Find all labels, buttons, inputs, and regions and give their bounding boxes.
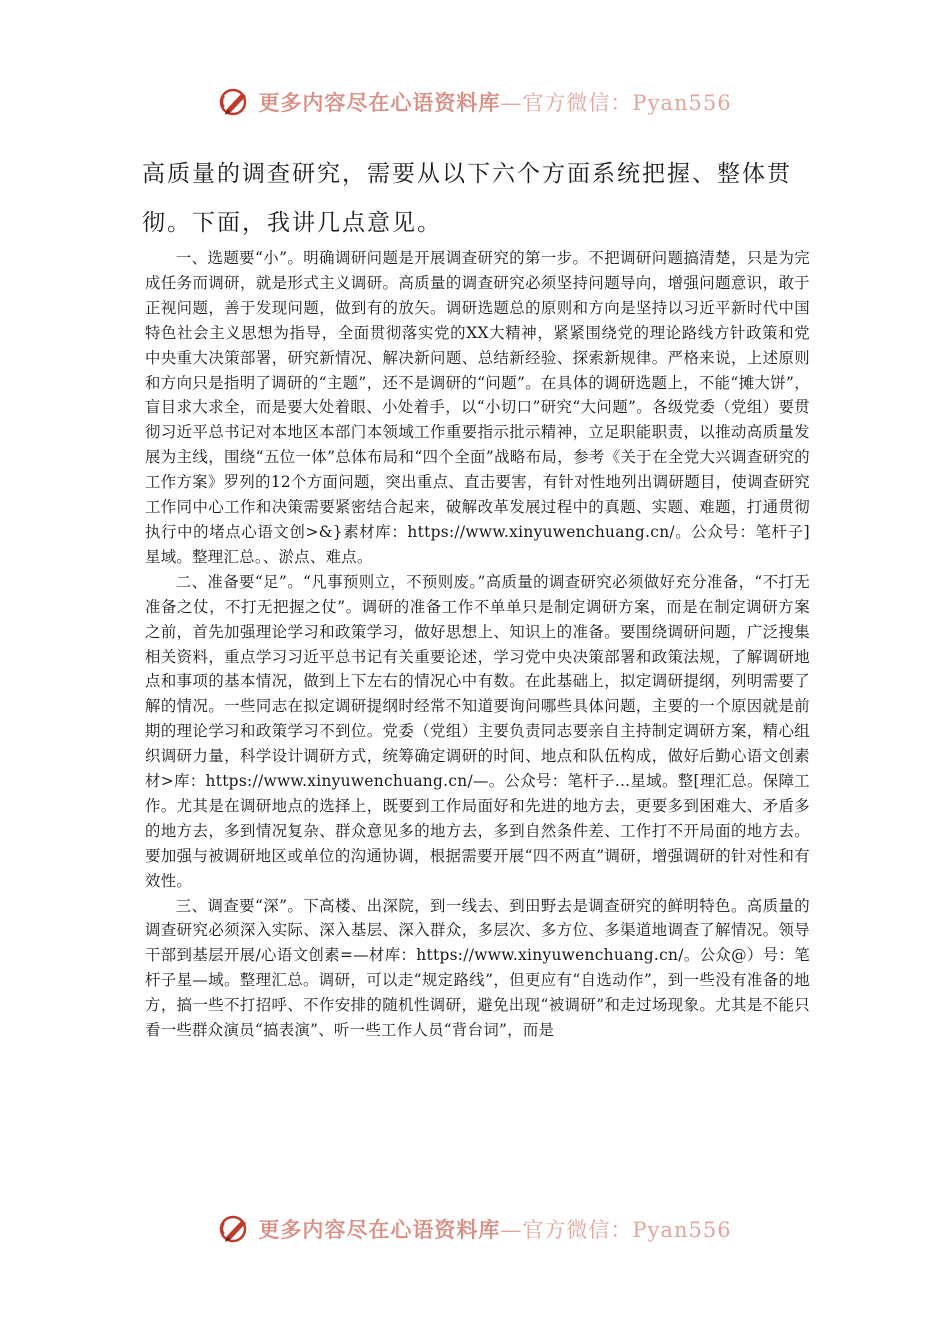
banner-text: [258, 1214, 731, 1244]
banner-wechat-text: —官方微信：Pyan556: [500, 1218, 732, 1242]
paragraph-preparation: 二、准备要“足”。“凡事预则立，不预则废。”高质量的调查研究必须做好充分准备，“不打无准备之仗，不打无把握之仗”。调研的准备工作不单单只是制定调研方案，而是在制定调研方案之前，首先加强理论学习和政策学习，做好思想上、知识上的准备。要围绕调研问题，广泛搜集相关资料，重点学习习近平总书记有关重要论述，学习党中央决策部署和政策法规，了解调研地点和事项的基本情况，做到上下左右的情况心中有数。在此基础上，拟定调研提纲，列明需要了解的情况。一些同志在拟定调研提纲时经常不知道要询问哪些具体问题，主要的一个原因就是前期的理论学习和政策学习不到位。党委（党组）主要负责同志要亲自主持制定调研方案，精心组织调研力量，科学设计调研方式，统筹确定调研的时间、地点和队伍构成，做好后勤心语文创素材>库：https://www.xinyuwenchuang.cn/—。公众号：笔杆子…星域。整[理汇总。保障工作。尤其是在调研地点的选择上，既要到工作局面好和先进的地方去，更要多到困难大、矛盾多的地方去，多到情况复杂、群众意见多的地方去，多到自然条件差、工作打不开局面的地方去。要加强与被调研地区或单位的沟通协调，根据需要开展“四不两直”调研，增强调研的针对性和有效性。: [145, 572, 810, 890]
paragraph-topic-selection: 一、选题要“小”。明确调研问题是开展调查研究的第一步。不把调研问题搞清楚，只是为完成任务而调研，就是形式主义调研。高质量的调查研究必须坚持问题导向，增强问题意识，敢于正视问题，善于发现问题，做到有的放矢。调研选题总的原则和方向是坚持以习近平新时代中国特色社会主义思想为指导，全面贯彻落实党的XX大精神，紧紧围绕党的理论路线方针政策和党中央重大决策部署，研究新情况、解决新问题、总结新经验、探索新规律。严格来说，上述原则和方向只是指明了调研的“主题”，还不是调研的“问题”。在具体的调研选题上，不能“摊大饼”，盲目求大求全，而是要大处着眼、小处着手，以“小切口”研究“大问题”。各级党委（党组）要贯彻习近平总书记对本地区本部门本领域工作重要指示批示精神，立足职能职责，以推动高质量发展为主线，围绕“五位一体”总体布局和“四个全面”战略布局，参考《关于在全党大兴调查研究的工作方案》罗列的12个方面问题，突出重点、直击要害，有针对性地列出调研题目，使调查研究工作同中心工作和决策需要紧密结合起来，破解改革发展过程中的真题、实题、难题，打通贯彻执行中的堵点心语文创>&}素材库：https://www.xinyuwenchuang.cn/。公众号：笔杆子]星域。整理汇总。、淤点、难点。: [145, 249, 810, 566]
banner-wechat-text: —官方微信：Pyan556: [500, 91, 732, 115]
pen-logo-icon: [218, 1212, 252, 1246]
footer-banner: [0, 1207, 950, 1251]
banner-text: [258, 87, 731, 117]
header-banner: [0, 80, 950, 124]
banner-lead-text: 更多内容尽在心语资料库: [258, 90, 501, 115]
pen-logo-icon: [218, 85, 252, 119]
banner-lead-text: 更多内容尽在心语资料库: [258, 1217, 501, 1242]
paragraph-investigation: 三、调查要“深”。下高楼、出深院，到一线去、到田野去是调查研究的鲜明特色。高质量的调查研究必须深入实际、深入基层、深入群众，多层次、多方位、多渠道地调查了解情况。领导干部到基层开展/心语文创素=—材库：https://www.xinyuwenchuang.cn/。公众@）号：笔杆子星—域。整理汇总。调研，可以走“规定路线”，但更应有“自选动作”，到一些没有准备的地方，搞一些不打招呼、不作安排的随机性调研，避免出现“被调研”和走过场现象。尤其是不能只看一些群众演员“搞表演”、听一些工作人员“背台词”，而是: [145, 896, 810, 1040]
document-body: [145, 246, 810, 1043]
intro-heading: 高质量的调查研究，需要从以下六个方面系统把握、整体贯彻。下面，我讲几点意见。: [142, 161, 792, 236]
